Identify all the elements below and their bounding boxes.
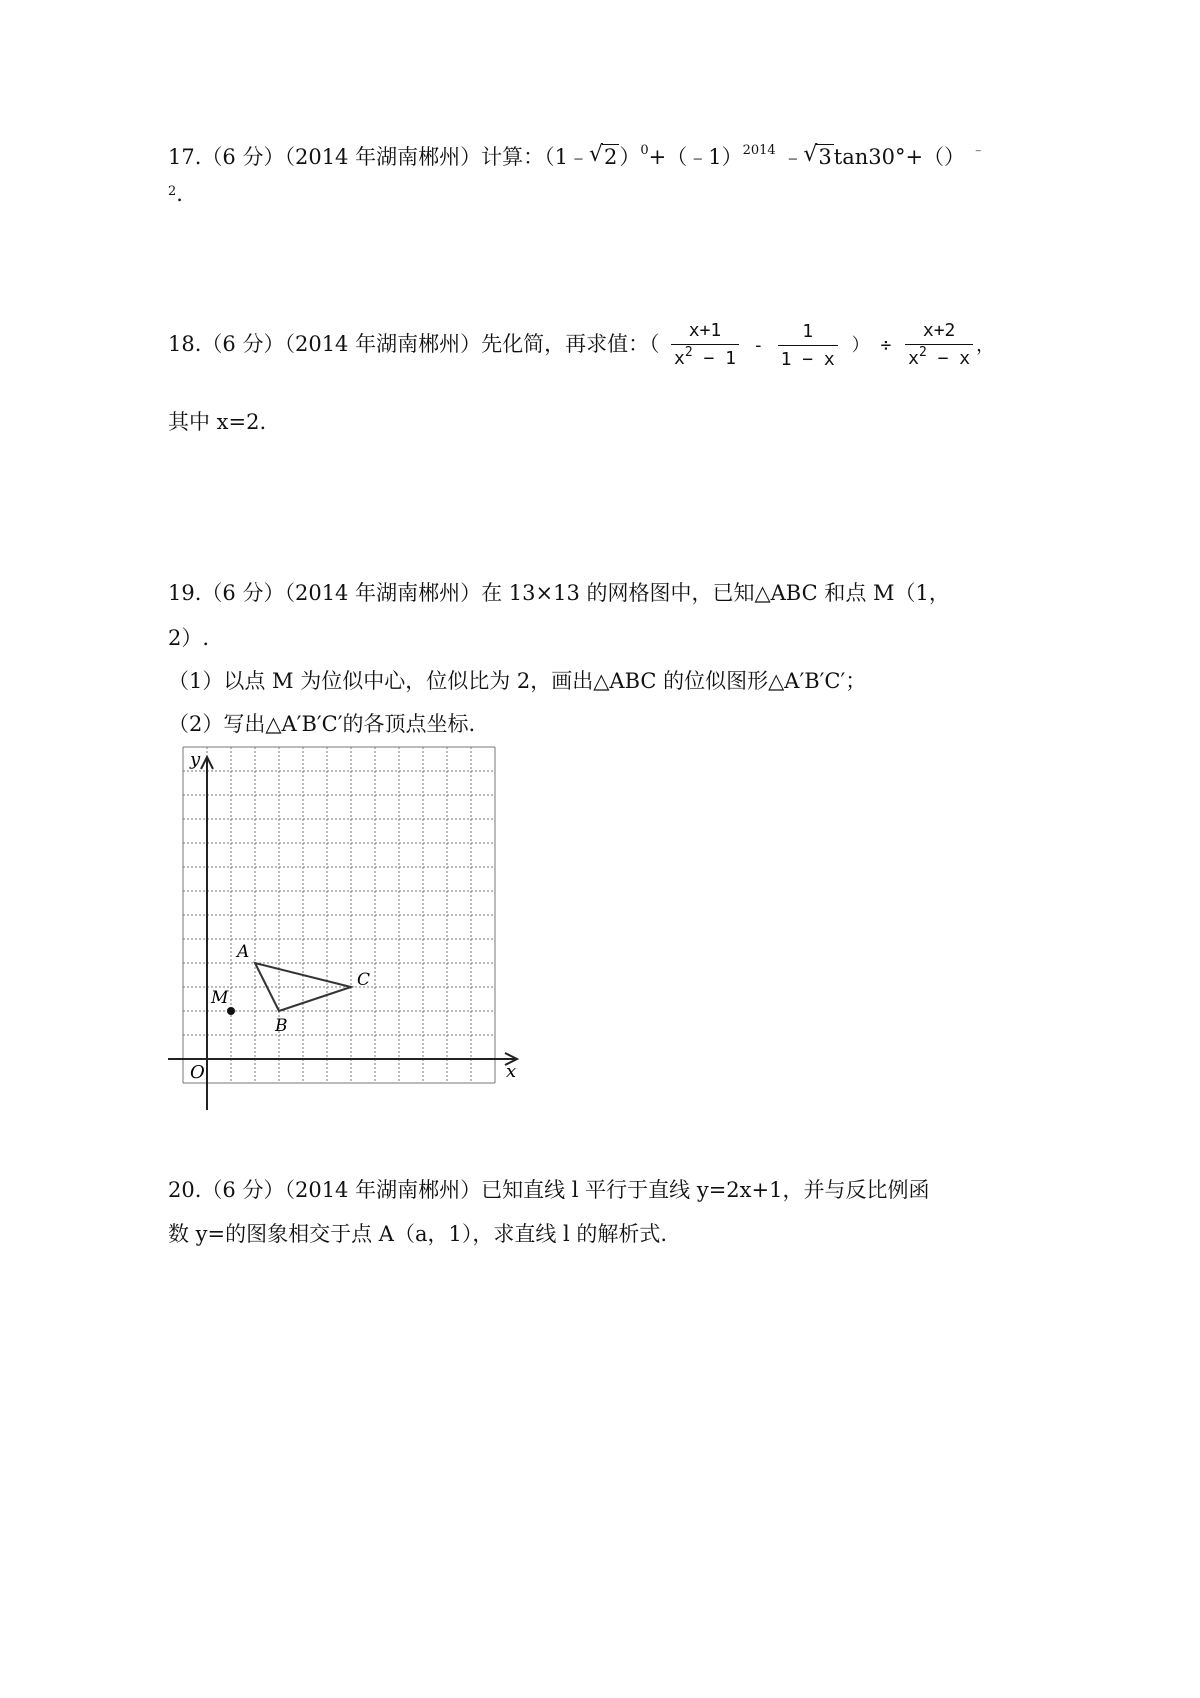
- question-source: （2014 年湖南郴州）: [284, 145, 482, 169]
- exponent-0: 0: [640, 143, 649, 158]
- label-c: C: [357, 970, 371, 990]
- question-18: 18.（6 分）（2014 年湖南郴州）先化简，再求值：（: [168, 332, 660, 356]
- label-m: M: [211, 988, 229, 1008]
- fraction-2: $\frac{1}{1 - x}$: [778, 321, 838, 371]
- divide-sign: ÷: [880, 335, 892, 356]
- question-score: （6 分）: [201, 581, 285, 605]
- question-20: 20.（6 分）（2014 年湖南郴州）已知直线 l 平行于直线 y=2x+1，并与反比例函: [168, 1178, 930, 1202]
- question-19-line2: 2）.: [168, 626, 210, 650]
- question-number: 17: [168, 145, 195, 169]
- question-19-part2: （2）写出△A′B′C′的各顶点坐标.: [168, 712, 476, 736]
- question-number: 18: [168, 332, 195, 356]
- question-lead: 先化简，再求值：（: [481, 332, 660, 356]
- question-score: （6 分）: [201, 1178, 285, 1202]
- fraction-3: $\frac{x+2}{x^2 - x}$: [905, 320, 973, 372]
- grid-lines: [183, 747, 495, 1083]
- question-score: （6 分）: [201, 332, 285, 356]
- label-a: A: [237, 942, 250, 962]
- formula-18: $\frac{x+1}{x^2 - 1}$ - $\frac{1}{1 - x}$ ） ÷ $\frac{x+2}{x^2 - x}$ ，: [668, 320, 994, 372]
- question-18-line2: 其中 x=2.: [168, 410, 267, 434]
- exponent-negative: ﹣: [971, 143, 985, 158]
- question-20-line2: 数 y=的图象相交于点 A（a，1），求直线 l 的解析式.: [168, 1222, 668, 1246]
- question-source: （2014 年湖南郴州）: [284, 332, 482, 356]
- question-17-wrap: $^2$.: [168, 182, 183, 206]
- minus-sign: -: [752, 335, 764, 356]
- grid-figure: [150, 745, 530, 1115]
- origin-label: O: [190, 1062, 205, 1083]
- x-axis-label: x: [506, 1061, 517, 1082]
- point-m: [227, 1007, 235, 1015]
- fraction-1: $\frac{x+1}{x^2 - 1}$: [671, 320, 739, 372]
- label-b: B: [275, 1016, 288, 1036]
- question-number: 19: [168, 581, 195, 605]
- question-source: （2014 年湖南郴州）: [284, 581, 482, 605]
- sqrt-2: √ 2: [588, 142, 618, 169]
- question-number: 20: [168, 1178, 195, 1202]
- sqrt-3: √ 3: [803, 142, 832, 169]
- question-lead: 计算：（1﹣: [481, 145, 589, 169]
- y-axis-label: y: [190, 749, 201, 770]
- question-19-part1: （1）以点 M 为位似中心，位似比为 2，画出△ABC 的位似图形△A′B′C′；: [168, 669, 867, 693]
- question-17: 17.（6 分）（2014 年湖南郴州）计算：（1﹣ √ 2）$^0$+（﹣1）$^{2014}$ ﹣ √ 3tan30°+（） ﹣: [168, 142, 985, 169]
- exponent-2014: 2014: [742, 143, 776, 158]
- question-score: （6 分）: [201, 145, 285, 169]
- question-19: 19.（6 分）（2014 年湖南郴州）在 13×13 的网格图中，已知△ABC 和点 M（1，: [168, 581, 950, 605]
- question-source: （2014 年湖南郴州）: [284, 1178, 482, 1202]
